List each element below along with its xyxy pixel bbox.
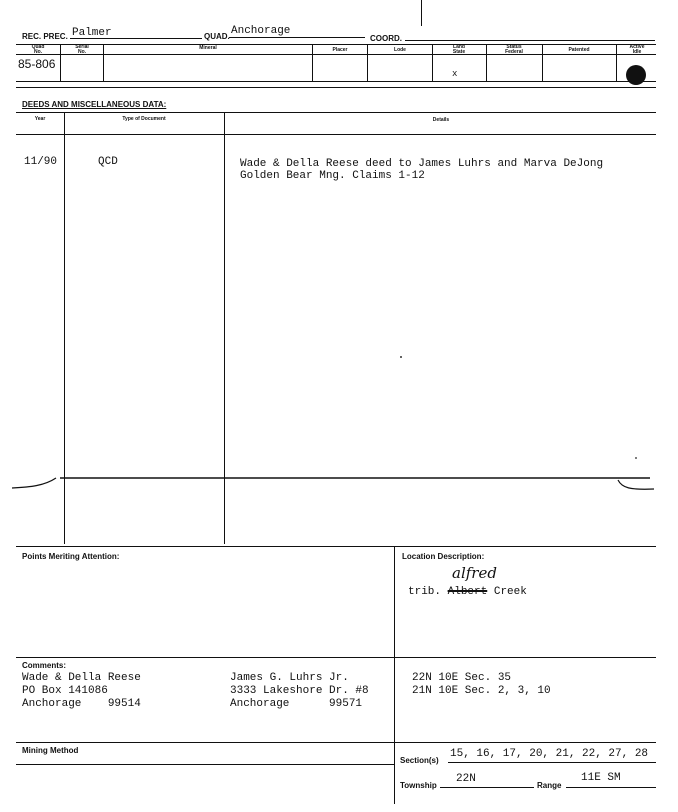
speck-mark: [400, 356, 402, 358]
comment-recipient-line1: James G. Luhrs Jr.: [230, 672, 349, 684]
deeds-title: DEEDS AND MISCELLANEOUS DATA:: [22, 100, 167, 109]
col-lode: Lode: [394, 47, 406, 53]
active-filled-circle: [626, 65, 646, 85]
range-label: Range: [537, 781, 562, 790]
township-underline: [440, 787, 534, 788]
quad-underline: [229, 37, 365, 38]
quad-serial-value: 85-806: [18, 57, 56, 71]
rec-prec-label: REC. PREC.: [22, 32, 68, 41]
col-active-idle: Active Idle: [629, 44, 645, 55]
col-mineral: Mineral: [199, 45, 217, 51]
col-patented: Patented: [568, 47, 590, 53]
coord-underline: [405, 40, 655, 41]
col-year: Year: [34, 116, 46, 122]
handwritten-correction: alfred: [452, 564, 497, 582]
deed-year: 11/90: [24, 156, 58, 168]
rec-prec-value: Palmer: [72, 27, 112, 39]
rec-prec-underline: [70, 38, 202, 39]
comments-top-rule: [16, 657, 656, 658]
comments-label: Comments:: [22, 661, 67, 670]
sections-value: 15, 16, 17, 20, 21, 22, 27, 28: [450, 748, 649, 760]
sections-label: Section(s): [400, 756, 439, 765]
mining-method-label: Mining Method: [22, 746, 79, 755]
quad-label: QUAD.: [204, 32, 230, 41]
deed-details-line1: Wade & Della Reese deed to James Luhrs and Marva DeJong: [240, 158, 604, 170]
land-state-mark: x: [452, 69, 458, 79]
mining-method-underline: [16, 764, 394, 765]
comment-owner-line2: PO Box 141086: [22, 685, 108, 697]
township-label: Township: [400, 781, 437, 790]
col-placer: Placer: [332, 47, 348, 53]
comment-recipient-line3: Anchorage 99571: [230, 698, 363, 710]
bottom-section-top-rule: [16, 546, 656, 547]
mining-method-top-rule: [16, 742, 656, 743]
col-serial-no: Serial No.: [75, 44, 89, 55]
comment-recipient-line2: 3333 Lakeshore Dr. #8: [230, 685, 369, 697]
fold-curl-lines: [0, 470, 678, 500]
deed-details-line2: Golden Bear Mng. Claims 1-12: [240, 170, 425, 182]
range-value: 11E SM: [581, 772, 621, 784]
sections-underline: [448, 762, 656, 763]
quad-value: Anchorage: [231, 25, 291, 37]
comment-owner-line1: Wade & Della Reese: [22, 672, 141, 684]
location-description: [408, 586, 527, 598]
bottom-section-divider: [394, 546, 395, 804]
col-type: Type of Document: [122, 116, 166, 122]
top-tick-line: [421, 0, 422, 26]
comment-location-line1: 22N 10E Sec. 35: [412, 672, 512, 684]
col-land-state: Land State: [452, 44, 466, 55]
location-prefix: trib.: [408, 586, 442, 598]
col-details: Details: [432, 117, 450, 123]
struck-word: Albert: [447, 586, 488, 598]
points-label: Points Meriting Attention:: [22, 552, 120, 561]
coord-label: COORD.: [370, 34, 402, 43]
location-suffix: Creek: [493, 586, 527, 598]
record-table: [16, 44, 656, 82]
comment-location-line2: 21N 10E Sec. 2, 3, 10: [412, 685, 551, 697]
record-table-bottom-rule: [16, 87, 656, 88]
col-quad-no: Quad No.: [31, 44, 45, 55]
comment-owner-line3: Anchorage 99514: [22, 698, 141, 710]
deed-type: QCD: [98, 156, 118, 168]
township-value: 22N: [456, 773, 476, 785]
location-label: Location Description:: [402, 552, 485, 561]
speck-mark: [635, 457, 637, 459]
col-status-federal: Status Federal: [505, 44, 523, 55]
range-underline: [566, 787, 656, 788]
